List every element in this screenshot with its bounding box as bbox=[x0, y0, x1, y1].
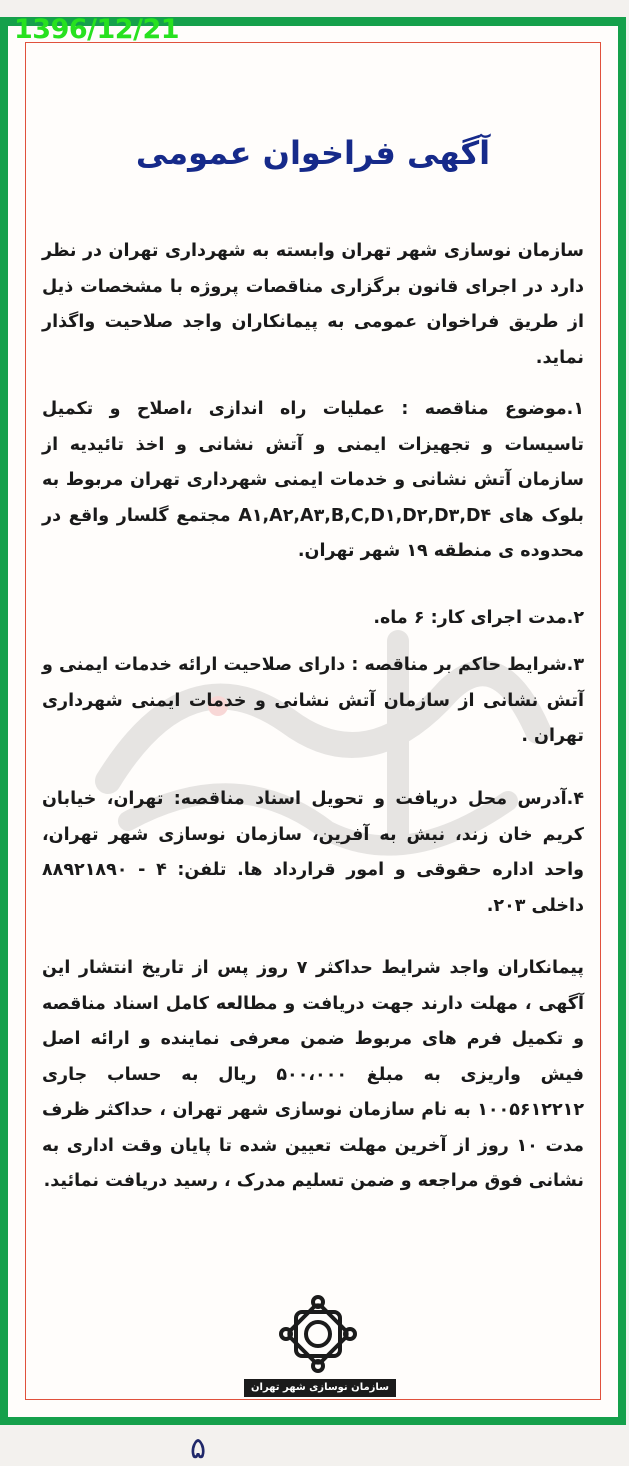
ad-frame bbox=[0, 17, 626, 1425]
ad-title: آگهی فراخوان عمومی bbox=[135, 134, 491, 172]
ad-body bbox=[8, 26, 618, 1417]
organization-logo bbox=[8, 1294, 618, 1414]
intro-paragraph: سازمان نوسازی شهر تهران وابسته به شهرداری تهران در نظر دارد در اجرای قانون برگزاری مناقصات پروژه با مشخصات ذیل از طریق فراخوان عمومی به پیمانکاران واجد صلاحیت واگذار نماید. bbox=[42, 241, 584, 368]
page-number: ۵ bbox=[190, 1431, 207, 1466]
logo-caption: سازمان نوسازی شهر تهران bbox=[244, 1379, 396, 1397]
closing-paragraph: پیمانکاران واجد شرایط حداکثر ۷ روز پس از تاریخ انتشار این آگهی ، مهلت دارند جهت دریافت و مطالعه کامل اسناد مناقصه و تکمیل فرم های مربوط ضمن معرفی نماینده و ارائه اصل فیش واریزی به مبلغ ۵۰۰،۰۰۰ ریال به حساب جاری ۱۰۰۵۶۱۲۲۱۲ به نام سازمان نوسازی شهر تهران ، حداکثر ظرف مدت ۱۰ روز از آخرین مهلت تعیین شده تا پایان وقت اداری به نشانی فوق مراجعه و ضمن تسلیم مدرک ، رسید دریافت نمائید. bbox=[42, 958, 584, 1191]
ad-content bbox=[42, 26, 584, 1417]
date-stamp: 1396/12/21 bbox=[14, 14, 180, 45]
item-address: ۴.آدرس محل دریافت و تحویل اسناد مناقصه: تهران، خیابان کریم خان زند، نبش به آفرین، سازمان نوسازی شهر تهران، واحد اداره حقوقی و امور قرارداد ها. تلفن: ۴ - ۸۸۹۲۱۸۹۰ داخلی ۲۰۳. bbox=[42, 789, 584, 916]
item-subject: ۱.موضوع مناقصه : عملیات راه اندازی ،اصلاح و تکمیل تاسیسات و تجهیزات ایمنی و آتش نشانی و اخذ تائیدیه از سازمان آتش نشانی و خدمات ایمنی شهرداری تهران مربوط به بلوک های A۱,A۲,A۳,B,C,D۱,D۲,D۳,D۴ مجتمع گلسار واقع در محدوده ی منطقه ۱۹ شهر تهران. bbox=[42, 399, 584, 561]
tehran-municipality-logo-icon bbox=[278, 1294, 358, 1374]
item-conditions: ۳.شرایط حاکم بر مناقصه : دارای صلاحیت ارائه خدمات ایمنی و آتش نشانی از سازمان آتش نشانی و خدمات ایمنی شهرداری تهران . bbox=[42, 655, 584, 746]
item-duration: ۲.مدت اجرای کار: ۶ ماه. bbox=[373, 608, 584, 628]
